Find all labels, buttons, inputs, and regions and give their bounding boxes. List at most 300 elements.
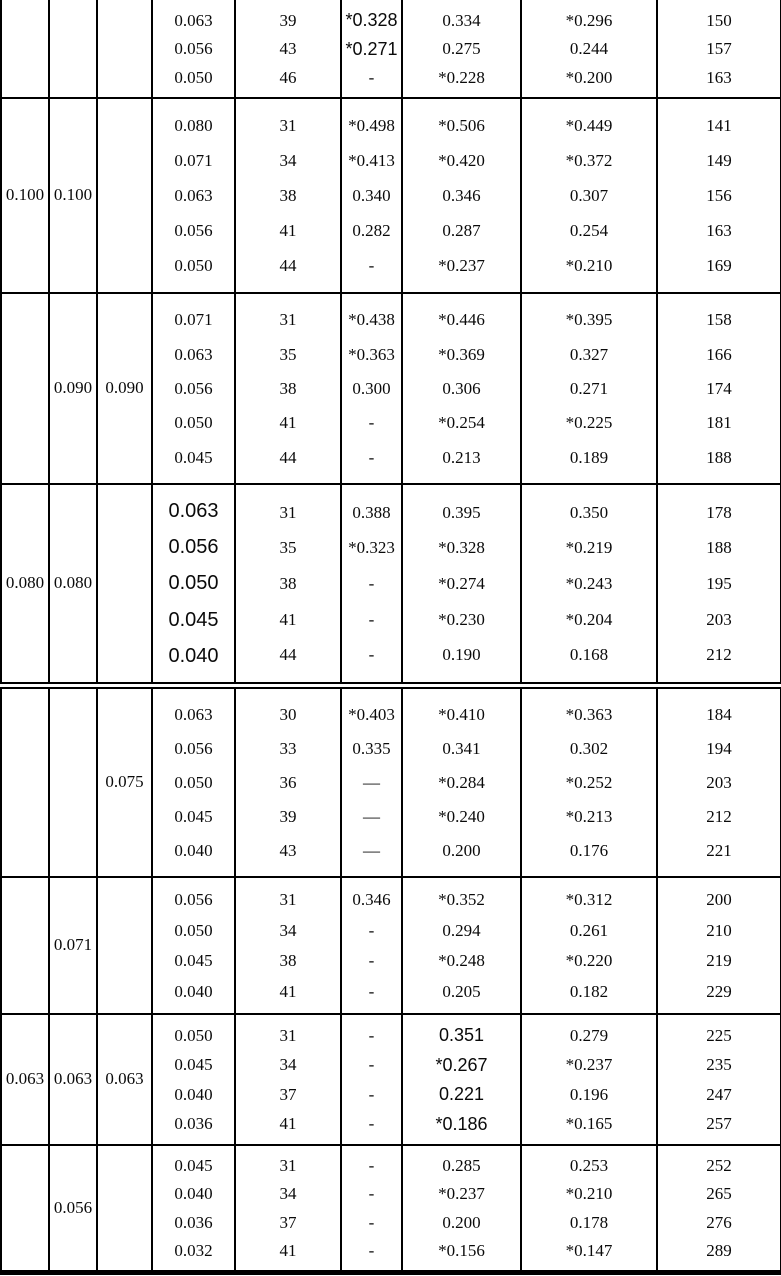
cell-value: 0.244 [569, 39, 609, 58]
cell-value: 150 [706, 10, 732, 30]
cell-value: 247 [706, 1084, 732, 1104]
cell-value: 0.287 [442, 221, 481, 240]
cell-value: 252 [706, 1156, 732, 1176]
data-cell-c8 [521, 98, 657, 293]
cell-value: 41 [279, 609, 297, 629]
data-cell-c9 [657, 0, 781, 98]
table-row [1, 484, 781, 686]
cell-value: 41 [279, 981, 297, 1001]
cell-value: 38 [279, 186, 297, 205]
cell-value: 0.050 [174, 920, 213, 940]
cell-value: 35 [279, 344, 297, 364]
cell-value: 0.056 [174, 890, 213, 910]
cell-value: *0.210 [565, 256, 613, 275]
group-key-cell-c2 [49, 1014, 97, 1145]
cell-value: 0.395 [442, 502, 481, 522]
group-key-cell-c2 [49, 293, 97, 484]
cell-value: 39 [279, 807, 297, 826]
cell-value: *0.446 [438, 310, 485, 330]
cell-value: 0.350 [569, 502, 609, 522]
group-key-cell-c1 [1, 1145, 49, 1273]
group-key-cell-c1 [1, 877, 49, 1014]
data-cell-c6 [341, 0, 402, 98]
cell-value: 0.334 [442, 10, 481, 30]
cell-value: *0.237 [565, 1055, 613, 1075]
cell-value: 0.071 [53, 935, 93, 954]
data-cell-c9 [657, 98, 781, 293]
cell-value: 188 [706, 447, 732, 467]
cell-value: 210 [706, 920, 732, 940]
cell-value: 31 [279, 310, 297, 330]
group-key-cell-c3 [97, 484, 152, 686]
group-key-cell-c3 [97, 98, 152, 293]
cell-value: 0.205 [442, 981, 481, 1001]
data-cell-c4 [152, 1014, 235, 1145]
cell-value: *0.363 [565, 705, 613, 724]
cell-value: 0.200 [442, 1212, 481, 1232]
cell-value: 46 [279, 67, 297, 87]
cell-value: - [368, 68, 375, 87]
data-cell-c4 [152, 686, 235, 878]
cell-value: 33 [279, 739, 297, 758]
cell-value: 0.050 [168, 572, 219, 595]
cell-value: - [368, 920, 375, 940]
cell-value: *0.200 [565, 67, 613, 87]
cell-value: 188 [706, 538, 732, 558]
cell-value: - [368, 1184, 375, 1204]
cell-value: *0.220 [565, 951, 613, 971]
cell-value: 31 [279, 1156, 297, 1176]
group-key-cell-c2 [49, 686, 97, 878]
cell-value: 0.056 [174, 39, 213, 58]
cell-value: 181 [706, 413, 732, 433]
cell-value: *0.323 [348, 538, 395, 558]
data-cell-c6 [341, 484, 402, 686]
table-row [1, 877, 781, 1014]
data-cell-c4 [152, 293, 235, 484]
cell-value: *0.243 [565, 573, 613, 593]
data-cell-c6 [341, 1145, 402, 1273]
data-cell-c5 [235, 877, 341, 1014]
cell-value: 0.182 [569, 981, 609, 1001]
cell-value: 0.282 [352, 221, 391, 240]
data-cell-c9 [657, 1014, 781, 1145]
cell-value: - [368, 1055, 375, 1075]
cell-value: 0.045 [174, 807, 213, 826]
cell-value: *0.498 [348, 116, 395, 135]
cell-value: 0.040 [174, 841, 213, 860]
cell-value: 289 [706, 1240, 732, 1260]
cell-value: 0.075 [105, 772, 144, 791]
data-cell-c6 [341, 686, 402, 878]
cell-value: 34 [279, 151, 297, 170]
data-cell-c7 [402, 686, 521, 878]
cell-value: 0.063 [105, 1069, 144, 1088]
cell-value: - [368, 645, 375, 665]
cell-value: 0.045 [174, 951, 213, 971]
cell-value: *0.165 [565, 1113, 613, 1133]
cell-value: 265 [706, 1184, 732, 1204]
cell-value: 0.071 [174, 151, 213, 170]
cell-value: 0.056 [53, 1197, 93, 1217]
cell-value: *0.363 [348, 344, 395, 364]
cell-value: 174 [706, 378, 732, 398]
cell-value: - [368, 951, 375, 971]
cell-value: 0.040 [174, 1184, 213, 1204]
cell-value: - [368, 573, 375, 593]
cell-value: 0.279 [569, 1026, 609, 1046]
cell-value: 41 [279, 413, 297, 433]
cell-value: 0.271 [569, 378, 609, 398]
cell-value: 163 [706, 67, 732, 87]
cell-value: *0.219 [565, 538, 613, 558]
cell-value: 178 [706, 502, 732, 522]
cell-value: 141 [706, 116, 732, 135]
cell-value: *0.225 [565, 413, 613, 433]
cell-value: 35 [279, 538, 297, 558]
group-key-cell-c1 [1, 293, 49, 484]
group-key-cell-c3 [97, 1014, 152, 1145]
data-cell-c9 [657, 484, 781, 686]
cell-value: *0.252 [565, 773, 613, 792]
cell-value: 0.346 [442, 186, 481, 205]
cell-value: *0.328 [345, 10, 398, 30]
cell-value: *0.410 [438, 705, 485, 724]
cell-value: 0.341 [442, 739, 481, 758]
data-cell-c9 [657, 293, 781, 484]
data-cell-c6 [341, 98, 402, 293]
cell-value: 0.063 [174, 344, 213, 364]
data-cell-c7 [402, 98, 521, 293]
cell-value: 43 [279, 841, 297, 860]
group-key-cell-c2 [49, 484, 97, 686]
data-cell-c4 [152, 484, 235, 686]
data-cell-c4 [152, 1145, 235, 1273]
cell-value: 37 [279, 1084, 297, 1104]
table-row [1, 293, 781, 484]
table-row [1, 686, 781, 878]
cell-value: 0.388 [352, 502, 391, 522]
cell-value: 0.176 [569, 841, 609, 860]
data-cell-c4 [152, 98, 235, 293]
cell-value: *0.312 [565, 890, 613, 910]
cell-value: 0.063 [174, 705, 213, 724]
cell-value: 0.306 [442, 378, 481, 398]
cell-value: - [368, 609, 375, 629]
cell-value: *0.449 [565, 116, 613, 135]
cell-value: *0.237 [438, 256, 485, 275]
cell-value: 203 [706, 773, 732, 792]
data-cell-c9 [657, 686, 781, 878]
cell-value: 0.045 [174, 1055, 213, 1075]
cell-value: 0.090 [105, 378, 144, 397]
cell-value: 195 [706, 573, 732, 593]
cell-value: *0.228 [438, 67, 485, 87]
cell-value: 34 [279, 920, 297, 940]
cell-value: 0.221 [438, 1084, 485, 1105]
cell-value: 0.327 [569, 344, 609, 364]
cell-value: 34 [279, 1055, 297, 1075]
data-cell-c5 [235, 98, 341, 293]
cell-value: *0.372 [565, 151, 613, 170]
cell-value: *0.210 [565, 1184, 613, 1204]
cell-value: 43 [279, 39, 297, 58]
cell-value: 235 [706, 1055, 732, 1075]
data-cell-c9 [657, 1145, 781, 1273]
cell-value: 0.294 [442, 920, 481, 940]
data-cell-c7 [402, 293, 521, 484]
cell-value: *0.254 [438, 413, 485, 433]
cell-value: 0.063 [53, 1069, 93, 1088]
group-key-cell-c1 [1, 484, 49, 686]
cell-value: 37 [279, 1212, 297, 1232]
cell-value: *0.237 [438, 1184, 485, 1204]
cell-value: 166 [706, 344, 732, 364]
group-key-cell-c1 [1, 0, 49, 98]
cell-value: 0.045 [174, 1156, 213, 1176]
cell-value: 0.050 [174, 773, 213, 792]
cell-value: 0.261 [569, 920, 609, 940]
cell-value: 0.335 [352, 739, 391, 758]
cell-value: 38 [279, 378, 297, 398]
data-cell-c6 [341, 877, 402, 1014]
group-key-cell-c1 [1, 686, 49, 878]
cell-value: - [368, 447, 375, 467]
cell-value: 200 [706, 890, 732, 910]
data-cell-c7 [402, 484, 521, 686]
data-cell-c5 [235, 484, 341, 686]
cell-value: *0.274 [438, 573, 485, 593]
cell-value: 0.071 [174, 310, 213, 330]
cell-value: 41 [279, 1113, 297, 1133]
group-key-cell-c2 [49, 98, 97, 293]
cell-value: 38 [279, 951, 297, 971]
cell-value: *0.204 [565, 609, 613, 629]
cell-value: 0.040 [174, 1084, 213, 1104]
data-cell-c8 [521, 293, 657, 484]
cell-value: *0.186 [435, 1113, 488, 1134]
cell-value: *0.213 [565, 807, 613, 826]
group-key-cell-c1 [1, 1014, 49, 1145]
cell-value: 41 [279, 1240, 297, 1260]
cell-value: 229 [706, 981, 732, 1001]
data-cell-c7 [402, 1145, 521, 1273]
cell-value: 0.063 [174, 10, 213, 30]
cell-value: *0.403 [348, 705, 395, 724]
cell-value: 0.050 [174, 1026, 213, 1046]
cell-value: 31 [279, 1026, 297, 1046]
cell-value: *0.352 [438, 890, 485, 910]
data-cell-c6 [341, 1014, 402, 1145]
cell-value: 0.056 [174, 378, 213, 398]
cell-value: 158 [706, 310, 732, 330]
cell-value: 0.213 [442, 447, 481, 467]
cell-value: 30 [279, 705, 297, 724]
cell-value: 31 [279, 890, 297, 910]
cell-value: 0.200 [442, 841, 481, 860]
cell-value: 203 [706, 609, 732, 629]
cell-value: - [368, 413, 375, 433]
group-key-cell-c1 [1, 98, 49, 293]
data-cell-c4 [152, 0, 235, 98]
data-cell-c5 [235, 686, 341, 878]
cell-value: 0.285 [442, 1156, 481, 1176]
cell-value: 0.178 [569, 1212, 609, 1232]
cell-value: *0.296 [565, 10, 613, 30]
table-row [1, 0, 781, 98]
cell-value: 194 [706, 739, 732, 758]
cell-value: *0.413 [348, 151, 395, 170]
cell-value: 0.080 [5, 573, 45, 592]
cell-value: *0.271 [345, 39, 398, 59]
data-cell-c8 [521, 1014, 657, 1145]
cell-value: 225 [706, 1026, 732, 1046]
group-key-cell-c3 [97, 686, 152, 878]
cell-value: 0.080 [174, 116, 213, 135]
data-cell-c8 [521, 877, 657, 1014]
cell-value: 41 [279, 221, 297, 240]
cell-value: *0.420 [438, 151, 485, 170]
cell-value: 0.050 [174, 413, 213, 433]
cell-value: 0.056 [174, 739, 213, 758]
cell-value: - [368, 1026, 375, 1046]
cell-value: 0.090 [53, 378, 93, 397]
cell-value: 0.189 [569, 447, 609, 467]
group-key-cell-c2 [49, 1145, 97, 1273]
cell-value: - [368, 256, 375, 275]
cell-value: 39 [279, 10, 297, 30]
cell-value: - [368, 1240, 375, 1260]
cell-value: 156 [706, 186, 732, 205]
data-cell-c7 [402, 1014, 521, 1145]
cell-value: 0.254 [569, 221, 609, 240]
cell-value: - [368, 1113, 375, 1133]
cell-value: 219 [706, 951, 732, 971]
cell-value: 34 [279, 1184, 297, 1204]
cell-value: *0.156 [438, 1240, 485, 1260]
cell-value: 36 [279, 773, 297, 792]
cell-value: 0.340 [352, 186, 391, 205]
cell-value: — [363, 841, 380, 860]
cell-value: 0.050 [174, 67, 213, 87]
cell-value: 221 [706, 841, 732, 860]
cell-value: 276 [706, 1212, 732, 1232]
table-row [1, 98, 781, 293]
table-row [1, 1145, 781, 1273]
data-cell-c8 [521, 1145, 657, 1273]
cell-value: — [363, 773, 380, 792]
group-key-cell-c3 [97, 877, 152, 1014]
cell-value: 0.302 [569, 739, 609, 758]
cell-value: *0.506 [438, 116, 485, 135]
cell-value: 44 [279, 256, 297, 275]
cell-value: *0.328 [438, 538, 485, 558]
cell-value: 31 [279, 116, 297, 135]
cell-value: 157 [706, 39, 732, 58]
cell-value: 0.045 [168, 608, 219, 631]
table-row [1, 1014, 781, 1145]
data-cell-c6 [341, 293, 402, 484]
cell-value: - [368, 1156, 375, 1176]
group-key-cell-c2 [49, 877, 97, 1014]
cell-value: — [363, 807, 380, 826]
cell-value: *0.267 [435, 1054, 488, 1075]
data-cell-c8 [521, 484, 657, 686]
cell-value: 0.196 [569, 1084, 609, 1104]
cell-value: 184 [706, 705, 732, 724]
cell-value: 0.100 [53, 185, 93, 204]
data-cell-c8 [521, 686, 657, 878]
cell-value: 0.036 [174, 1113, 213, 1133]
cell-value: 44 [279, 645, 297, 665]
cell-value: 0.190 [442, 645, 481, 665]
cell-value: - [368, 1084, 375, 1104]
cell-value: 0.050 [174, 256, 213, 275]
cell-value: 0.300 [352, 378, 391, 398]
cell-value: 0.040 [168, 644, 219, 667]
cell-value: 44 [279, 447, 297, 467]
cell-value: 0.040 [174, 981, 213, 1001]
data-cell-c5 [235, 293, 341, 484]
cell-value: 0.056 [174, 221, 213, 240]
cell-value: 163 [706, 221, 732, 240]
cell-value: *0.248 [438, 951, 485, 971]
cell-value: 0.045 [174, 447, 213, 467]
cell-value: *0.369 [438, 344, 485, 364]
cell-value: 31 [279, 502, 297, 522]
data-cell-c5 [235, 1145, 341, 1273]
cell-value: 212 [706, 645, 732, 665]
cell-value: 0.168 [569, 645, 609, 665]
table-body [1, 0, 781, 1273]
data-cell-c7 [402, 877, 521, 1014]
cell-value: 0.307 [569, 186, 609, 205]
cell-value: 257 [706, 1113, 732, 1133]
group-key-cell-c3 [97, 0, 152, 98]
cell-value: 0.346 [352, 890, 391, 910]
cell-value: 149 [706, 151, 732, 170]
cell-value: 0.036 [174, 1212, 213, 1232]
cell-value: 0.056 [168, 536, 219, 559]
cell-value: 0.100 [5, 185, 45, 204]
cell-value: 0.032 [174, 1240, 213, 1260]
cell-value: 0.351 [438, 1025, 485, 1046]
cell-value: *0.230 [438, 609, 485, 629]
cell-value: *0.438 [348, 310, 395, 330]
cell-value: 0.080 [53, 573, 93, 592]
group-key-cell-c2 [49, 0, 97, 98]
data-cell-c7 [402, 0, 521, 98]
cell-value: 38 [279, 573, 297, 593]
cell-value: 0.063 [5, 1069, 45, 1088]
cell-value: *0.147 [565, 1240, 613, 1260]
data-cell-c8 [521, 0, 657, 98]
data-cell-c9 [657, 877, 781, 1014]
cell-value: - [368, 1212, 375, 1232]
cell-value: 212 [706, 807, 732, 826]
cell-value: *0.395 [565, 310, 613, 330]
group-key-cell-c3 [97, 293, 152, 484]
cell-value: - [368, 981, 375, 1001]
data-cell-c5 [235, 1014, 341, 1145]
cell-value: *0.240 [438, 807, 485, 826]
data-cell-c4 [152, 877, 235, 1014]
data-cell-c5 [235, 0, 341, 98]
group-key-cell-c3 [97, 1145, 152, 1273]
cell-value: 169 [706, 256, 732, 275]
cell-value: 0.275 [442, 39, 481, 58]
cell-value: 0.063 [174, 186, 213, 205]
